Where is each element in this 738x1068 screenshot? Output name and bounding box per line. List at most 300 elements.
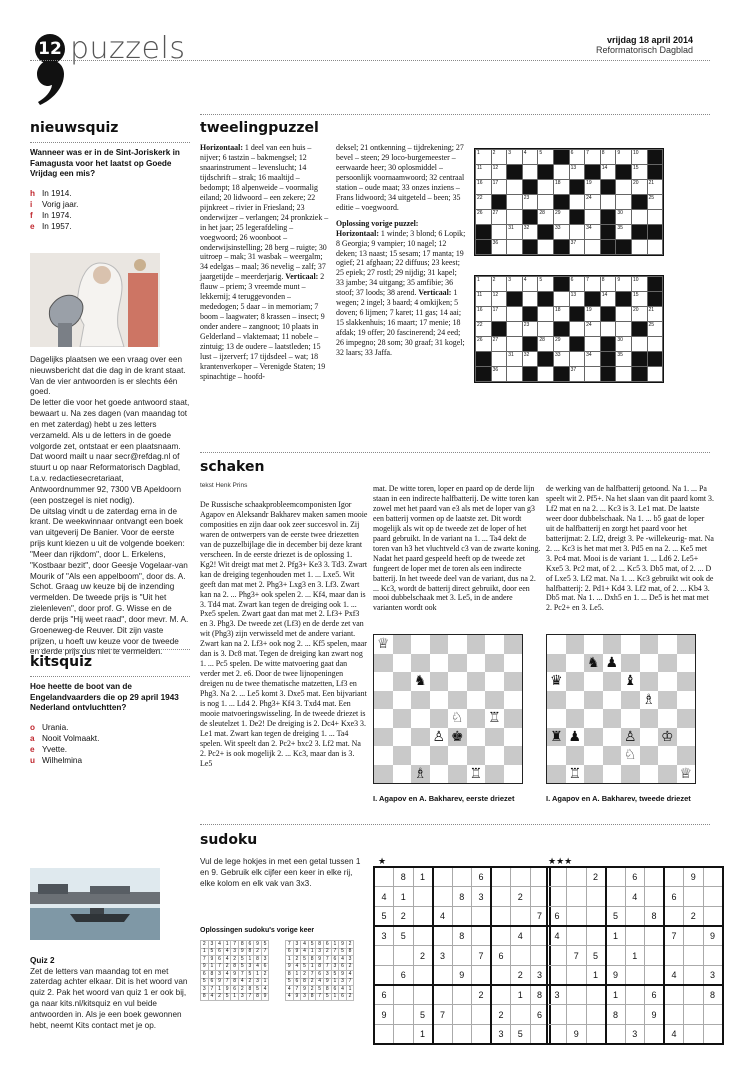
sudoku-cell[interactable] — [472, 1005, 492, 1025]
sudoku-cell[interactable] — [374, 1025, 394, 1045]
solution-cell: 4 — [208, 993, 216, 1001]
sudoku-cell[interactable] — [452, 985, 472, 1005]
crossword-cell[interactable]: 3 — [507, 277, 523, 292]
sudoku-cell[interactable] — [586, 926, 606, 946]
crossword-cell[interactable] — [647, 367, 663, 382]
sudoku-cell[interactable] — [511, 906, 531, 926]
chess-square — [485, 635, 504, 654]
crossword-cell[interactable]: 19 — [585, 180, 601, 195]
chess-square — [566, 654, 585, 673]
crossword-cell[interactable]: 2 — [491, 277, 507, 292]
solution-cell: 7 — [246, 993, 254, 1001]
crossword-cell[interactable]: 37 — [569, 367, 585, 382]
news-photo-illustration — [30, 253, 160, 347]
crossword-cell[interactable]: 20 — [631, 180, 647, 195]
sudoku-cell[interactable] — [413, 985, 433, 1005]
crossword-cell[interactable]: 20 — [631, 307, 647, 322]
chess-square — [640, 765, 659, 784]
solution-cell: 9 — [238, 948, 246, 956]
solution-cell: 1 — [216, 986, 224, 994]
sudoku-cell: 2 — [511, 965, 531, 985]
crossword-cell[interactable] — [507, 337, 523, 352]
crossword-cell[interactable]: 19 — [585, 307, 601, 322]
crossword-cell[interactable]: 5 — [538, 277, 554, 292]
sudoku-cell[interactable] — [491, 906, 511, 926]
crossword-cell[interactable]: 32 — [522, 225, 538, 240]
crossword-cell[interactable]: 25 — [647, 322, 663, 337]
crossword-cell[interactable]: 28 — [538, 210, 554, 225]
solution-cell: 1 — [293, 971, 301, 979]
solution-cell: 9 — [293, 948, 301, 956]
crossword-cell[interactable]: 31 — [507, 352, 523, 367]
sudoku-cell[interactable] — [645, 1025, 665, 1045]
sudoku-cell[interactable] — [684, 965, 704, 985]
crossword-cell[interactable] — [538, 367, 554, 382]
sudoku-cell[interactable] — [452, 1005, 472, 1025]
chess-piece: ♖ — [469, 765, 483, 782]
solution-cell: 5 — [286, 978, 294, 986]
sudoku-cell[interactable] — [413, 887, 433, 907]
sudoku-cell[interactable] — [606, 867, 626, 887]
chess-square — [467, 672, 486, 691]
chess-square — [485, 728, 504, 747]
crossword-cell[interactable]: 30 — [616, 337, 632, 352]
sudoku-cell[interactable] — [472, 1025, 492, 1045]
sudoku-cell: 3 — [433, 946, 453, 966]
sudoku-cell[interactable] — [703, 906, 723, 926]
sudoku-cell[interactable] — [664, 946, 684, 966]
crossword-cell[interactable]: 13 — [569, 292, 585, 307]
sudoku-cell[interactable] — [684, 1005, 704, 1025]
sudoku-cell[interactable] — [625, 985, 645, 1005]
chess-square — [504, 728, 523, 747]
sudoku-cell[interactable] — [684, 1025, 704, 1045]
crossword-cell[interactable]: 4 — [522, 277, 538, 292]
sudoku-cell[interactable] — [413, 906, 433, 926]
sudoku-cell[interactable] — [684, 985, 704, 1005]
crossword-cell[interactable]: 34 — [585, 352, 601, 367]
chess-square — [430, 654, 449, 673]
crossword-cell[interactable]: 9 — [616, 277, 632, 292]
sudoku-cell[interactable] — [491, 887, 511, 907]
crossword-cell[interactable] — [507, 195, 523, 210]
sudoku-cell[interactable] — [567, 887, 587, 907]
chess-square — [467, 728, 486, 747]
crossword-cell[interactable]: 17 — [491, 307, 507, 322]
sudoku-cell[interactable] — [664, 867, 684, 887]
solution-cell: 4 — [301, 941, 309, 949]
crossword-cell[interactable]: 21 — [647, 180, 663, 195]
crossword-grid-2[interactable] — [474, 275, 664, 383]
crossword-cell[interactable] — [507, 180, 523, 195]
chess-square — [374, 654, 393, 673]
crossword-cell[interactable]: 14 — [600, 165, 616, 180]
solution-cell: 4 — [301, 948, 309, 956]
crossword-cell[interactable] — [631, 240, 647, 255]
sudoku-cell[interactable] — [645, 887, 665, 907]
solution-cell: 4 — [293, 963, 301, 971]
crossword-cell[interactable]: 14 — [600, 292, 616, 307]
sudoku-cell[interactable] — [625, 1005, 645, 1025]
crossword-cell[interactable]: 29 — [553, 210, 569, 225]
sudoku-cell[interactable] — [452, 1025, 472, 1045]
kitsquiz — [30, 654, 190, 766]
crossword-cell[interactable]: 22 — [476, 195, 492, 210]
chess-square — [584, 672, 603, 691]
crossword-cell[interactable] — [522, 165, 538, 180]
crossword-cell[interactable]: 37 — [569, 240, 585, 255]
sudoku-cell[interactable] — [511, 946, 531, 966]
chess-square — [374, 672, 393, 691]
crossword-cell — [553, 150, 569, 165]
crossword-cell[interactable] — [600, 322, 616, 337]
sudoku-cell[interactable] — [645, 946, 665, 966]
crossword-cell[interactable]: 21 — [647, 307, 663, 322]
chess-square — [621, 654, 640, 673]
sudoku-cell[interactable] — [394, 946, 414, 966]
crossword-cell[interactable]: 13 — [569, 165, 585, 180]
sudoku-cell[interactable] — [703, 1025, 723, 1045]
crossword-cell[interactable] — [538, 307, 554, 322]
crossword-cell[interactable] — [507, 307, 523, 322]
sudoku-cell[interactable] — [452, 867, 472, 887]
solution-cell: 2 — [246, 978, 254, 986]
crossword-cell[interactable]: 26 — [476, 337, 492, 352]
sudoku-cell[interactable] — [645, 965, 665, 985]
solution-cell: 9 — [293, 993, 301, 1001]
crossword-cell[interactable]: 34 — [585, 225, 601, 240]
sudoku-cell[interactable] — [547, 1005, 567, 1025]
sudoku-cell[interactable] — [394, 1025, 414, 1045]
crossword-cell[interactable] — [585, 337, 601, 352]
solution-cell: 9 — [201, 963, 209, 971]
crossword-cell[interactable]: 11 — [476, 165, 492, 180]
crossword-cell[interactable]: 32 — [522, 352, 538, 367]
sudoku-cell[interactable] — [567, 985, 587, 1005]
sudoku-cell: 1 — [394, 887, 414, 907]
sudoku-cell[interactable] — [567, 1005, 587, 1025]
crossword-cell[interactable]: 6 — [569, 277, 585, 292]
crossword-cell[interactable] — [585, 367, 601, 382]
crossword-cell[interactable] — [631, 337, 647, 352]
crossword-cell[interactable]: 7 — [585, 277, 601, 292]
answer-option: e Yvette. — [30, 745, 68, 755]
sudoku-cell[interactable] — [374, 867, 394, 887]
sudoku-cell: 5 — [394, 926, 414, 946]
sudoku-cell[interactable] — [491, 867, 511, 887]
chess-piece: ♗ — [411, 765, 430, 784]
solution-cell: 5 — [339, 948, 347, 956]
crossword-cell[interactable]: 25 — [647, 195, 663, 210]
sudoku-cell[interactable] — [413, 926, 433, 946]
crossword-cell[interactable] — [616, 307, 632, 322]
solution-cell: 4 — [223, 971, 231, 979]
crossword-cell[interactable]: 11 — [476, 292, 492, 307]
crossword-cell[interactable]: 18 — [553, 180, 569, 195]
crossword-cell[interactable]: 9 — [616, 150, 632, 165]
solution-cell: 4 — [339, 986, 347, 994]
sudoku-cell[interactable] — [547, 946, 567, 966]
sudoku-grid-1[interactable] — [373, 866, 551, 1045]
divider — [200, 452, 710, 453]
crossword-cell[interactable]: 1 — [476, 277, 492, 292]
chess-piece: ♟ — [605, 654, 619, 671]
sudoku-cell[interactable] — [511, 867, 531, 887]
sudoku-cell[interactable] — [703, 946, 723, 966]
solution-cell: 3 — [231, 948, 239, 956]
sudoku-cell[interactable] — [703, 867, 723, 887]
crossword-cell[interactable] — [631, 210, 647, 225]
crossword-cell[interactable]: 35 — [616, 352, 632, 367]
sudoku-cell[interactable] — [433, 985, 453, 1005]
sudoku-cell: 4 — [511, 926, 531, 946]
crossword-cell[interactable] — [647, 240, 663, 255]
divider — [200, 824, 710, 825]
crossword-cell[interactable]: 8 — [600, 150, 616, 165]
sudoku-cell[interactable] — [511, 1005, 531, 1025]
sudoku-cell: 2 — [511, 887, 531, 907]
sudoku-cell[interactable] — [703, 1005, 723, 1025]
sudoku-cell[interactable] — [645, 926, 665, 946]
sudoku-cell: 2 — [394, 906, 414, 926]
crossword-cell[interactable]: 33 — [553, 225, 569, 240]
chess-square — [658, 691, 677, 710]
crossword-cell[interactable] — [507, 240, 523, 255]
crossword-cell[interactable] — [538, 195, 554, 210]
crossword-cell — [631, 225, 647, 240]
sudoku-cell[interactable] — [625, 965, 645, 985]
solution-cell: 6 — [246, 941, 254, 949]
crossword-cell[interactable] — [538, 240, 554, 255]
sudoku-cell[interactable] — [625, 906, 645, 926]
sudoku-cell[interactable] — [491, 965, 511, 985]
crossword-cell[interactable] — [616, 367, 632, 382]
chess-square — [467, 635, 486, 654]
sudoku-cell[interactable] — [472, 906, 492, 926]
solution-cell: 5 — [323, 993, 331, 1001]
crossword-cell[interactable] — [569, 225, 585, 240]
crossword-cell[interactable]: 27 — [491, 337, 507, 352]
sudoku-cell[interactable] — [586, 887, 606, 907]
sudoku-cell[interactable] — [472, 965, 492, 985]
sudoku-cell[interactable] — [491, 985, 511, 1005]
crossword-cell[interactable]: 26 — [476, 210, 492, 225]
sudoku-cell[interactable] — [433, 965, 453, 985]
sudoku-cell[interactable] — [452, 946, 472, 966]
solution-cell: 6 — [339, 993, 347, 1001]
sudoku-cell[interactable] — [664, 985, 684, 1005]
crossword-cell[interactable]: 33 — [553, 352, 569, 367]
sudoku-cell: 6 — [547, 906, 567, 926]
solution-cell: 8 — [231, 963, 239, 971]
chess-square — [393, 635, 412, 654]
crossword-cell[interactable] — [553, 165, 569, 180]
crossword-cell[interactable]: 30 — [616, 210, 632, 225]
solution-cell: 4 — [286, 993, 294, 1001]
crossword-cell[interactable] — [538, 322, 554, 337]
crossword-cell[interactable]: 8 — [600, 277, 616, 292]
chess-square — [393, 728, 412, 747]
chess-board-2 — [546, 634, 696, 784]
sudoku-cell[interactable] — [374, 965, 394, 985]
crossword-cell[interactable]: 17 — [491, 180, 507, 195]
solution-cell: 2 — [216, 993, 224, 1001]
crossword-cell[interactable] — [616, 180, 632, 195]
crossword-cell — [616, 292, 632, 307]
sudoku-grid-2[interactable] — [546, 866, 724, 1045]
crossword-cell[interactable] — [616, 322, 632, 337]
sudoku-cell[interactable] — [547, 887, 567, 907]
chess-square — [677, 635, 696, 654]
sudoku-cell[interactable] — [394, 1005, 414, 1025]
crossword-cell[interactable] — [647, 337, 663, 352]
solution-cell: 5 — [201, 978, 209, 986]
chess-square — [485, 746, 504, 765]
crossword-cell[interactable] — [491, 225, 507, 240]
solution-cell: 8 — [246, 948, 254, 956]
answer-option: o Urania. — [30, 722, 69, 732]
sudoku-cell[interactable] — [374, 946, 394, 966]
sudoku-cell[interactable] — [567, 965, 587, 985]
sudoku-cell[interactable] — [684, 887, 704, 907]
sudoku-cell[interactable] — [547, 1025, 567, 1045]
crossword-cell[interactable]: 6 — [569, 150, 585, 165]
sudoku-cell[interactable] — [684, 946, 704, 966]
crossword-cell[interactable]: 36 — [491, 240, 507, 255]
crossword-cell[interactable] — [553, 292, 569, 307]
crossword-cell[interactable]: 10 — [631, 277, 647, 292]
crossword-cell[interactable]: 12 — [491, 165, 507, 180]
crossword-cell[interactable] — [600, 195, 616, 210]
crossword-cell[interactable]: 27 — [491, 210, 507, 225]
sudoku-cell[interactable] — [547, 867, 567, 887]
crossword-cell[interactable]: 29 — [553, 337, 569, 352]
sudoku-cell[interactable] — [625, 926, 645, 946]
sudoku-cell[interactable] — [452, 906, 472, 926]
crossword-cell — [600, 210, 616, 225]
crossword-cell[interactable] — [491, 352, 507, 367]
sudoku-cell[interactable] — [684, 926, 704, 946]
crossword-cell[interactable] — [585, 240, 601, 255]
crossword-cell[interactable] — [538, 180, 554, 195]
crossword-cell[interactable]: 22 — [476, 322, 492, 337]
sudoku-cell[interactable] — [567, 926, 587, 946]
sudoku-cell: 6 — [394, 965, 414, 985]
crossword-cell[interactable] — [647, 210, 663, 225]
solution-cell: 5 — [223, 993, 231, 1001]
sudoku-cell[interactable] — [394, 985, 414, 1005]
sudoku-cell[interactable] — [606, 887, 626, 907]
sudoku-cell[interactable] — [645, 867, 665, 887]
crossword-cell[interactable]: 24 — [585, 195, 601, 210]
crossword-cell[interactable] — [569, 322, 585, 337]
sudoku-cell[interactable] — [606, 946, 626, 966]
crossword-cell[interactable]: 2 — [491, 150, 507, 165]
chess-square — [430, 672, 449, 691]
chess-piece: ♗ — [642, 691, 656, 708]
crossword-cell[interactable] — [585, 210, 601, 225]
solution-cell: 4 — [339, 956, 347, 964]
crossword-cell[interactable]: 18 — [553, 307, 569, 322]
crossword-cell[interactable] — [569, 352, 585, 367]
sudoku-cell[interactable] — [491, 926, 511, 946]
sudoku-title: sudoku — [200, 832, 258, 848]
sudoku-cell[interactable] — [433, 887, 453, 907]
sudoku-intro: Vul de lege hokjes in met een getal tussen 1 en 9. Gebruik elk cijfer een keer in elke rij, elke kolom en elk vak van 3x3. — [200, 857, 361, 888]
crossword-cell[interactable] — [507, 322, 523, 337]
crossword-cell[interactable]: 28 — [538, 337, 554, 352]
crossword-grid-1[interactable] — [474, 148, 664, 256]
chess-square — [658, 635, 677, 654]
sudoku-cell[interactable] — [664, 1005, 684, 1025]
sudoku-cell[interactable] — [567, 906, 587, 926]
sudoku-cell[interactable] — [433, 926, 453, 946]
chess-square — [566, 691, 585, 710]
crossword-cell[interactable] — [616, 195, 632, 210]
sudoku-cell[interactable] — [472, 926, 492, 946]
sudoku-cell[interactable] — [606, 1025, 626, 1045]
sudoku-cell[interactable] — [433, 867, 453, 887]
sudoku-cell[interactable] — [664, 906, 684, 926]
sudoku-cell[interactable] — [433, 1025, 453, 1045]
solution-cell: 5 — [238, 956, 246, 964]
solution-cell: 9 — [261, 993, 269, 1001]
crossword-cell[interactable]: 31 — [507, 225, 523, 240]
crossword-cell[interactable]: 16 — [476, 307, 492, 322]
solution-cell: 2 — [308, 978, 316, 986]
crossword-cell[interactable]: 7 — [585, 150, 601, 165]
solution-cell: 5 — [254, 986, 262, 994]
sudoku-cell[interactable] — [586, 1025, 606, 1045]
sudoku-solution-1 — [200, 940, 269, 1001]
sudoku-cell: 5 — [413, 1005, 433, 1025]
crossword-cell[interactable]: 35 — [616, 225, 632, 240]
crossword-cell[interactable] — [507, 367, 523, 382]
sudoku-cell: 3 — [472, 887, 492, 907]
crossword-cell[interactable] — [522, 292, 538, 307]
crossword-cell[interactable]: 5 — [538, 150, 554, 165]
crossword-cell[interactable]: 23 — [522, 195, 538, 210]
chess-square — [504, 691, 523, 710]
chess-piece: ♘ — [450, 710, 464, 727]
chess-square — [621, 709, 640, 728]
sudoku-cell[interactable] — [586, 1005, 606, 1025]
sudoku-cell[interactable] — [547, 965, 567, 985]
chess-square — [485, 691, 504, 710]
sudoku-cell[interactable] — [703, 887, 723, 907]
crossword-cell[interactable]: 16 — [476, 180, 492, 195]
sudoku-cell[interactable] — [567, 867, 587, 887]
crossword-cell[interactable]: 12 — [491, 292, 507, 307]
crossword-cell[interactable] — [507, 210, 523, 225]
chess-square — [658, 765, 677, 784]
crossword-cell[interactable]: 23 — [522, 322, 538, 337]
crossword-cell[interactable]: 3 — [507, 150, 523, 165]
crossword-cell[interactable]: 15 — [631, 292, 647, 307]
crossword-cell[interactable]: 36 — [491, 367, 507, 382]
crossword-cell[interactable]: 10 — [631, 150, 647, 165]
solution-cell: 7 — [261, 948, 269, 956]
sudoku-cell[interactable] — [586, 906, 606, 926]
crossword-cell[interactable]: 15 — [631, 165, 647, 180]
crossword-cell[interactable] — [569, 195, 585, 210]
sudoku-cell[interactable] — [413, 965, 433, 985]
nieuwsquiz-answers — [30, 188, 190, 232]
crossword-cell[interactable]: 1 — [476, 150, 492, 165]
crossword-cell[interactable]: 24 — [585, 322, 601, 337]
crossword-cell[interactable]: 4 — [522, 150, 538, 165]
sudoku-cell[interactable] — [586, 985, 606, 1005]
